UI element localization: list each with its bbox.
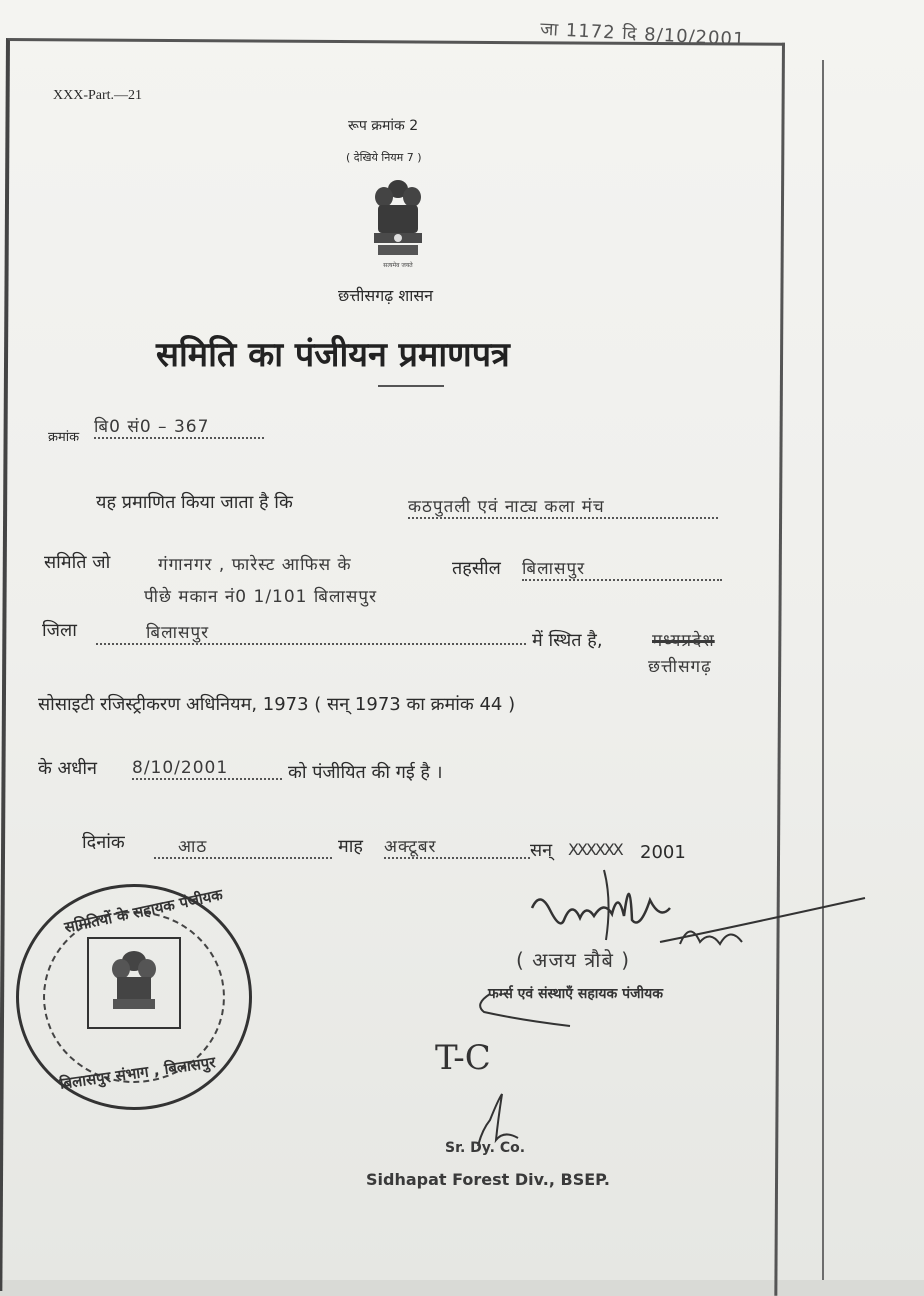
rule-reference: ( देखिये नियम 7 ) xyxy=(346,151,422,164)
official-seal xyxy=(16,884,252,1110)
year-label: सन् xyxy=(530,840,553,861)
district-value: बिलासपुर xyxy=(96,620,526,645)
attestation-office: Sidhapat Forest Div., BSEP. xyxy=(366,1170,611,1189)
part-number: XXX-Part.—21 xyxy=(53,88,143,103)
date-label: दिनांक xyxy=(82,832,125,853)
address-line-2: पीछे मकान नं0 1/101 बिलासपुर xyxy=(144,587,378,607)
attestation-mark: T-C xyxy=(435,1038,491,1078)
page-edge xyxy=(822,60,824,1280)
designation-strike xyxy=(470,990,580,1030)
certify-text: यह प्रमाणित किया जाता है कि xyxy=(96,492,293,513)
signatory-designation: फर्म्स एवं संस्थाएँ सहायक पंजीयक xyxy=(488,986,664,1002)
state-struck: मध्यप्रदेश xyxy=(652,631,715,651)
serial-number: बि0 सं0 – 367 xyxy=(94,414,264,439)
year-struck: XXXXXX xyxy=(568,840,622,859)
date-year: 2001 xyxy=(640,842,686,863)
tehsil-value: बिलासपुर xyxy=(522,556,722,581)
seal-emblem-icon xyxy=(89,939,179,1027)
attestation-officer: Sr. Dy. Co. xyxy=(445,1140,526,1156)
act-text: सोसाइटी रजिस्ट्रीकरण अधिनियम, 1973 ( सन् 1973 का क्रमांक 44 ) xyxy=(38,694,516,715)
society-name: कठपुतली एवं नाट्य कला मंच xyxy=(408,494,718,519)
certificate-title: समिति का पंजीयन प्रमाणपत्र xyxy=(156,335,510,375)
title-underline xyxy=(378,385,444,387)
tehsil-label: तहसील xyxy=(452,558,501,579)
form-number: रूप क्रमांक 2 xyxy=(348,118,419,134)
date-day: आठ xyxy=(154,834,332,859)
under-label: के अधीन xyxy=(38,758,98,779)
svg-text:सत्यमेव जयते: सत्यमेव जयते xyxy=(383,262,413,269)
government-name: छत्तीसगढ़ शासन xyxy=(338,286,434,305)
address-line-1: गंगानगर , फारेस्ट आफिस के xyxy=(158,555,352,575)
serial-label: क्रमांक xyxy=(48,430,80,445)
district-label: जिला xyxy=(42,620,77,641)
month-label: माह xyxy=(338,836,363,857)
signatory-name: ( अजय त्रौबे ) xyxy=(516,948,631,972)
society-prefix: समिति जो xyxy=(44,552,111,573)
national-emblem-icon xyxy=(368,175,428,275)
state-value: छत्तीसगढ़ xyxy=(648,657,712,677)
date-month: अक्टूबर xyxy=(384,834,530,859)
registered-text: को पंजीयित की गई है । xyxy=(288,762,443,783)
seal-bottom-text: बिलासपुर संभाग , बिलासपुर xyxy=(58,1053,217,1093)
seal-emblem-frame xyxy=(87,937,181,1029)
inward-note: जा 1172 दि 8/10/2001 xyxy=(539,18,746,51)
seal-top-text: समितियों के सहायक पंजीयक xyxy=(62,885,225,937)
located-text: में स्थित है, xyxy=(532,630,603,651)
registration-date: 8/10/2001 xyxy=(132,758,282,780)
